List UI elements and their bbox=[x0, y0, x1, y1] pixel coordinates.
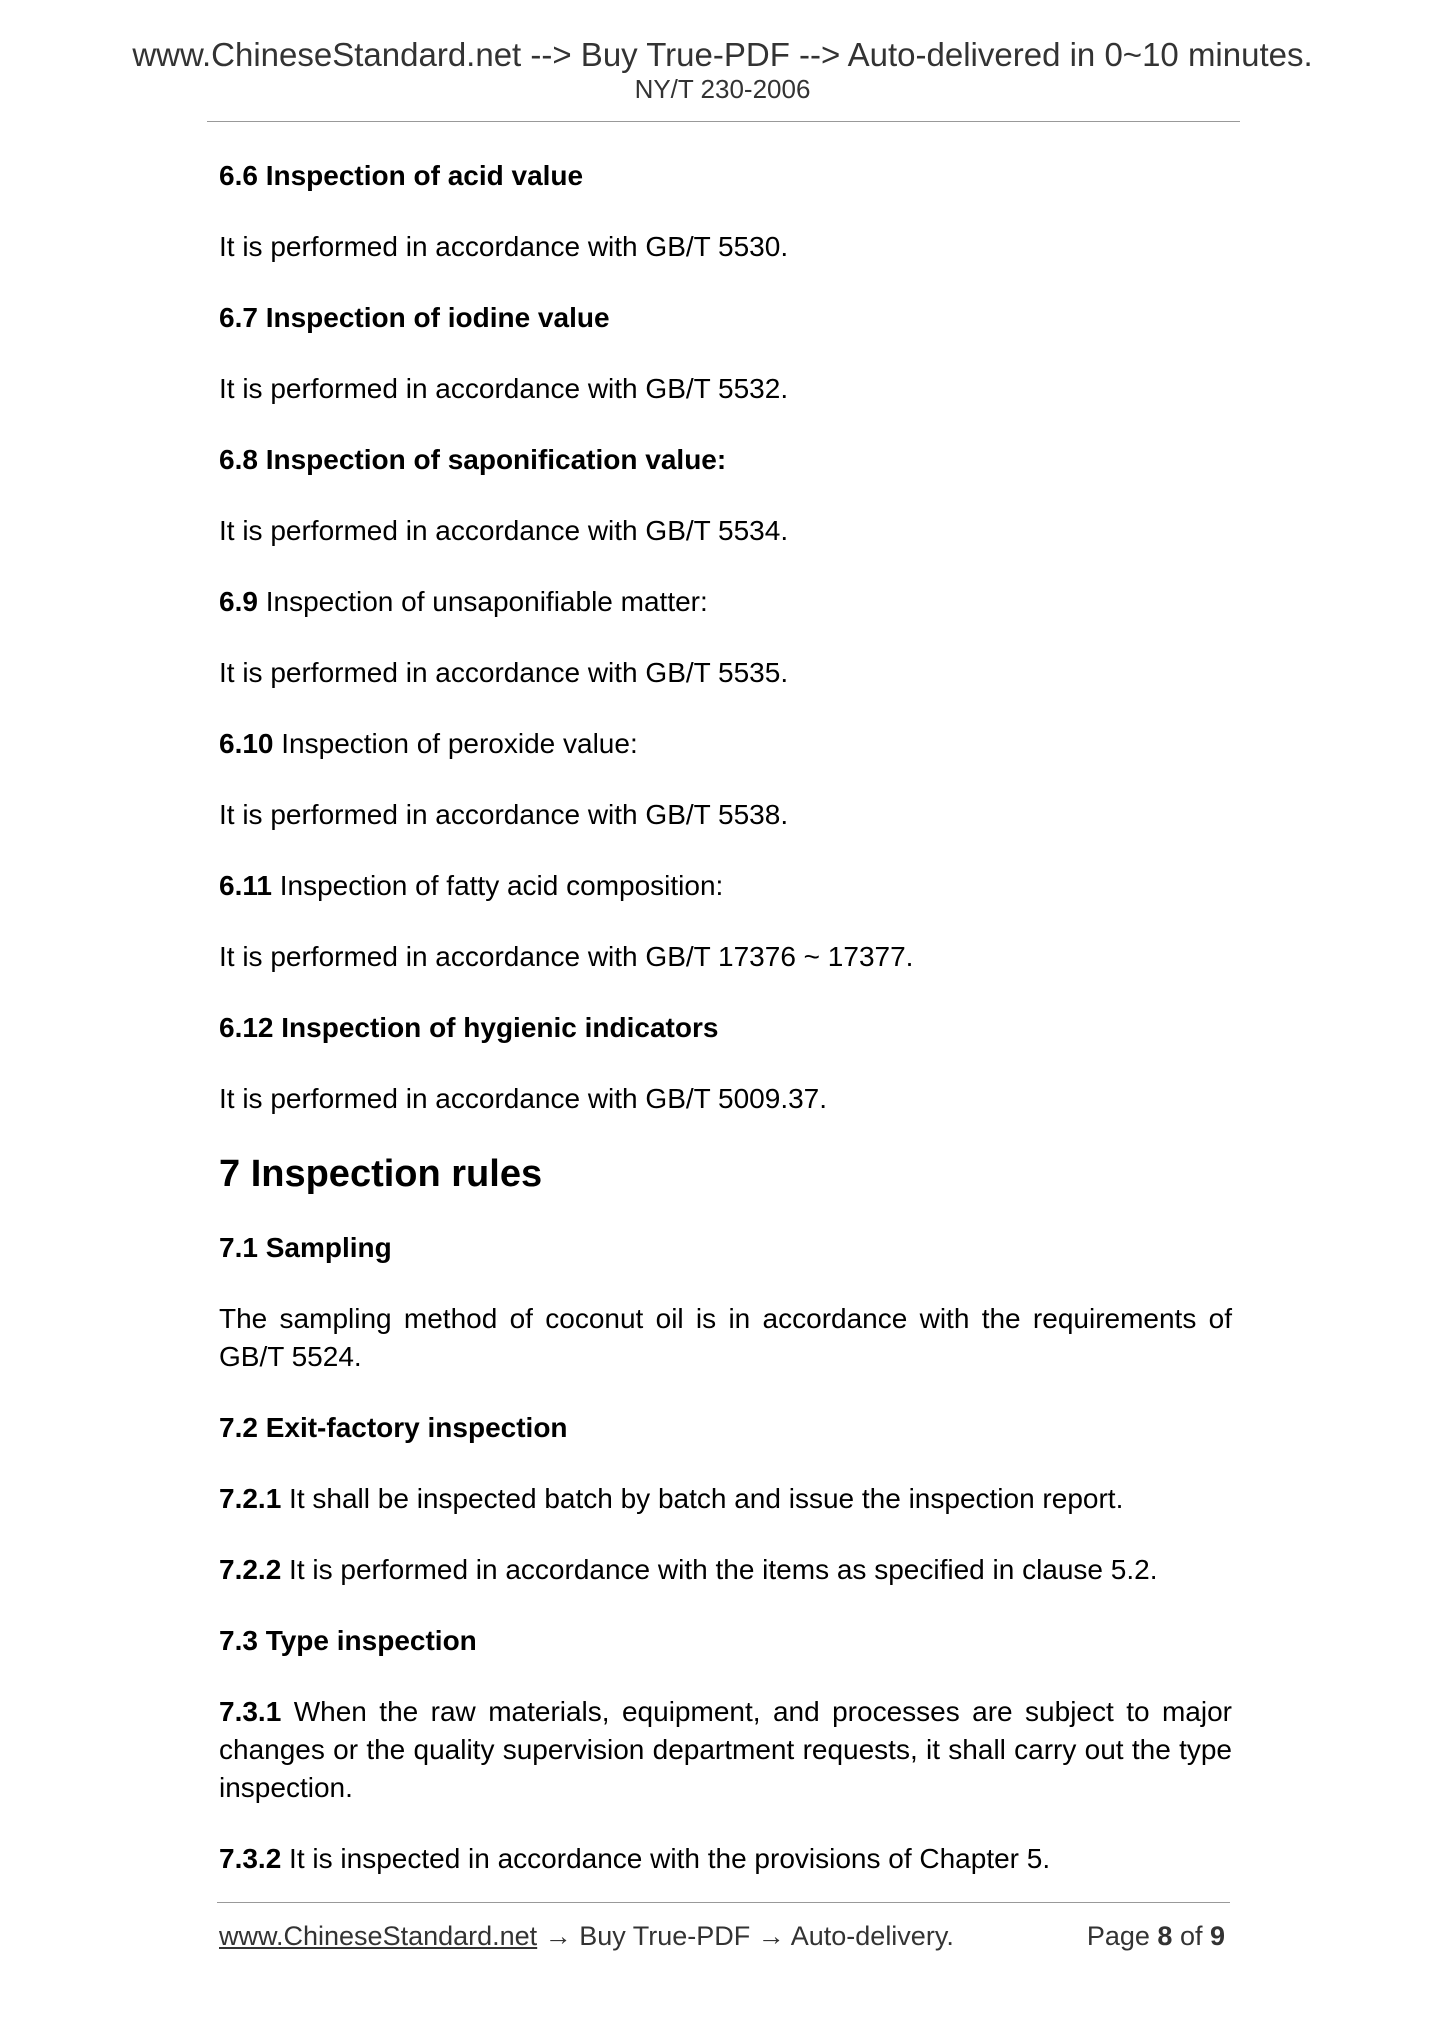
section-6-6-text: It is performed in accordance with GB/T 5530. bbox=[219, 231, 789, 262]
section-7-1-text: The sampling method of coconut oil is in accordance with the requirements of GB/T 5524. bbox=[219, 1303, 1232, 1372]
footer-divider bbox=[217, 1902, 1230, 1903]
section-6-8-heading: 6.8 Inspection of saponification value: bbox=[219, 444, 727, 475]
section-7-3-heading: 7.3 Type inspection bbox=[219, 1625, 477, 1656]
section-7-2-1-text: It shall be inspected batch by batch and issue the inspection report. bbox=[281, 1483, 1124, 1514]
section-7-2-2-text: It is performed in accordance with the items as specified in clause 5.2. bbox=[281, 1554, 1158, 1585]
section-6-11-heading bbox=[219, 867, 1232, 905]
section-6-12-heading: 6.12 Inspection of hygienic indicators bbox=[219, 1012, 719, 1043]
section-6-11-number: 6.11 bbox=[219, 870, 272, 901]
page-current: 8 bbox=[1157, 1921, 1173, 1951]
section-6-10-heading bbox=[219, 725, 1232, 763]
section-6-9-title: Inspection of unsaponifiable matter: bbox=[257, 586, 708, 617]
section-7-3-1-text: When the raw materials, equipment, and processes are subject to major changes or the quality supervision department requests, it shall carry out the type inspection. bbox=[219, 1696, 1232, 1803]
section-7-1-heading: 7.1 Sampling bbox=[219, 1232, 392, 1263]
document-code: NY/T 230-2006 bbox=[634, 74, 811, 104]
section-6-11-text: It is performed in accordance with GB/T 17376 ~ 17377. bbox=[219, 941, 914, 972]
section-6-9-number: 6.9 bbox=[219, 586, 258, 617]
section-7-2-2 bbox=[219, 1551, 1232, 1589]
page-number bbox=[1087, 1918, 1225, 1954]
header-divider bbox=[207, 121, 1240, 122]
chapter-7-heading: 7 Inspection rules bbox=[219, 1153, 543, 1195]
section-7-2-heading: 7.2 Exit-factory inspection bbox=[219, 1412, 568, 1443]
site-banner: www.ChineseStandard.net --> Buy True-PDF --> Auto-delivered in 0~10 minutes. bbox=[132, 36, 1313, 73]
section-6-9-heading bbox=[219, 583, 1232, 621]
section-6-9-text: It is performed in accordance with GB/T 5535. bbox=[219, 657, 789, 688]
page-label: Page bbox=[1086, 1921, 1158, 1951]
page-total: 9 bbox=[1209, 1921, 1225, 1951]
footer-tagline: → Buy True-PDF → Auto-delivery. bbox=[537, 1921, 954, 1951]
section-7-3-2-number: 7.3.2 bbox=[219, 1843, 282, 1874]
section-6-12-text: It is performed in accordance with GB/T 5009.37. bbox=[219, 1083, 828, 1114]
section-6-7-heading: 6.7 Inspection of iodine value bbox=[219, 302, 610, 333]
section-7-2-1-number: 7.2.1 bbox=[219, 1483, 282, 1514]
section-6-6-heading: 6.6 Inspection of acid value bbox=[219, 160, 584, 191]
section-6-8-text: It is performed in accordance with GB/T 5534. bbox=[219, 515, 789, 546]
footer-site-link[interactable]: www.ChineseStandard.net bbox=[219, 1921, 538, 1951]
footer-left bbox=[219, 1918, 954, 1954]
section-7-3-2-text: It is inspected in accordance with the provisions of Chapter 5. bbox=[281, 1843, 1051, 1874]
section-7-3-1 bbox=[219, 1693, 1232, 1807]
section-6-10-number: 6.10 bbox=[219, 728, 274, 759]
document-body bbox=[219, 157, 1232, 1911]
section-6-7-text: It is performed in accordance with GB/T 5532. bbox=[219, 373, 789, 404]
section-7-2-1 bbox=[219, 1480, 1232, 1518]
section-6-10-text: It is performed in accordance with GB/T 5538. bbox=[219, 799, 789, 830]
section-6-11-title: Inspection of fatty acid composition: bbox=[271, 870, 724, 901]
section-7-2-2-number: 7.2.2 bbox=[219, 1554, 282, 1585]
section-7-3-1-number: 7.3.1 bbox=[219, 1696, 282, 1727]
section-6-10-title: Inspection of peroxide value: bbox=[273, 728, 638, 759]
page-of-label: of bbox=[1172, 1921, 1210, 1951]
section-7-3-2 bbox=[219, 1840, 1232, 1878]
